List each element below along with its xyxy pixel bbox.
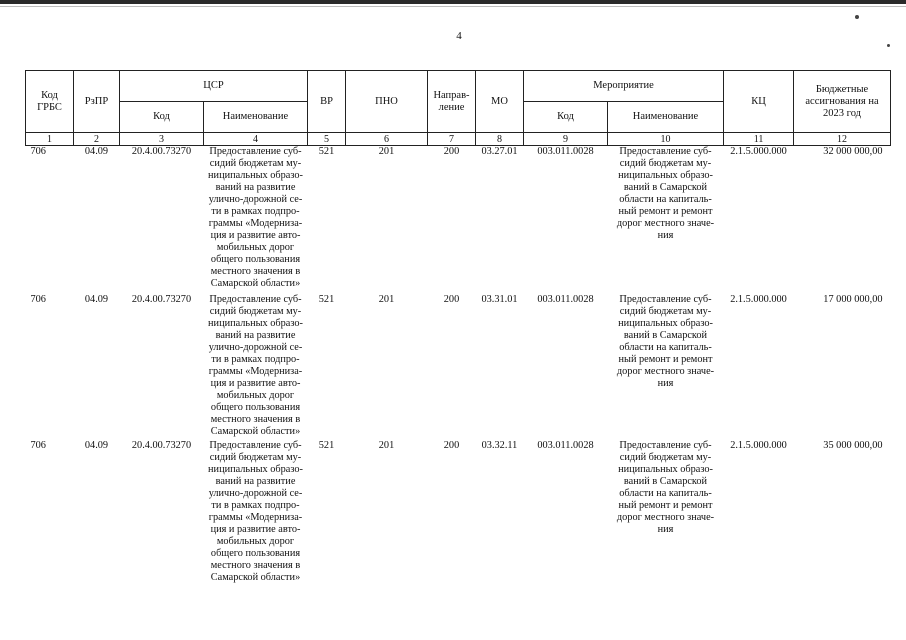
budget-table <box>25 70 891 586</box>
cell-event-name-wrap <box>608 294 724 440</box>
cell-budget: 35 000 000,00 <box>823 440 883 451</box>
cell-budget: 32 000 000,00 <box>823 146 883 157</box>
column-number: 8 <box>476 133 524 146</box>
cell-csr-name: Предоставление суб- сидий бюджетам му- ниципальных образо- ваний на развитие улично-дорожной се- ти в рамках подпро- граммы «Модерниза- ция и развитие авто- мобильных дорог общего пользования местного значения в Самарской области» <box>208 146 303 289</box>
cell-kc: 2.1.5.000.000 <box>730 146 787 157</box>
cell-kc: 2.1.5.000.000 <box>730 440 787 451</box>
header-mo: МО <box>476 71 524 133</box>
header-csr-code: Код <box>120 102 204 133</box>
cell-event-code: 003.011.0028 <box>537 146 594 157</box>
cell-rzpr: 04.09 <box>84 440 109 451</box>
column-number: 10 <box>608 133 724 146</box>
cell-vr: 521 <box>318 440 335 451</box>
header-code-grbs: Код ГРБС <box>26 71 74 133</box>
header-event-code: Код <box>524 102 608 133</box>
cell-csr-name-wrap <box>204 294 308 440</box>
cell-rzpr: 04.09 <box>84 146 109 157</box>
cell-event-name-wrap <box>608 146 724 295</box>
cell-csr-code: 20.4.00.73270 <box>131 146 192 157</box>
column-number: 7 <box>428 133 476 146</box>
cell-pno: 201 <box>378 294 395 305</box>
scan-top-border-shadow <box>0 6 906 7</box>
page-number: 4 <box>456 30 462 42</box>
cell-grbs: 706 <box>30 294 46 305</box>
header-pno: ПНО <box>346 71 428 133</box>
cell-rzpr: 04.09 <box>84 294 109 305</box>
cell-event-name: Предоставление суб- сидий бюджетам му- ниципальных образо- ваний в Самарской области на капиталь- ный ремонт и ремонт дорог местного значе- ния <box>616 440 715 535</box>
cell-kc: 2.1.5.000.000 <box>730 294 787 305</box>
cell-csr-name-wrap <box>204 146 308 295</box>
cell-mo: 03.32.11 <box>481 440 518 451</box>
header-direction: Направ-ление <box>428 71 476 133</box>
cell-pno: 201 <box>378 146 395 157</box>
cell-mo: 03.31.01 <box>481 294 518 305</box>
column-number: 5 <box>308 133 346 146</box>
column-number: 3 <box>120 133 204 146</box>
scan-top-border <box>0 0 906 4</box>
column-number-row <box>26 133 891 146</box>
table-row <box>26 440 891 586</box>
cell-csr-code: 20.4.00.73270 <box>131 294 192 305</box>
cell-event-code: 003.011.0028 <box>537 440 594 451</box>
cell-event-code: 003.011.0028 <box>537 294 594 305</box>
cell-direction: 200 <box>443 294 460 305</box>
header-rzpr: РзПР <box>74 71 120 133</box>
table-row <box>26 146 891 295</box>
cell-budget: 17 000 000,00 <box>823 294 883 305</box>
cell-mo: 03.27.01 <box>481 146 518 157</box>
cell-vr: 521 <box>318 294 335 305</box>
cell-grbs: 706 <box>30 440 46 451</box>
header-vr: ВР <box>308 71 346 133</box>
cell-event-name-wrap <box>608 440 724 586</box>
column-number: 4 <box>204 133 308 146</box>
cell-event-name: Предоставление суб- сидий бюджетам му- ниципальных образо- ваний в Самарской области на капиталь- ный ремонт и ремонт дорог местного значе- ния <box>616 146 715 241</box>
column-number: 6 <box>346 133 428 146</box>
table-header-row <box>26 71 891 102</box>
column-number: 2 <box>74 133 120 146</box>
header-csr-name: Наименование <box>204 102 308 133</box>
column-number: 12 <box>794 133 891 146</box>
column-number: 9 <box>524 133 608 146</box>
cell-csr-name: Предоставление суб- сидий бюджетам му- ниципальных образо- ваний на развитие улично-дорожной се- ти в рамках подпро- граммы «Модерниза- ция и развитие авто- мобильных дорог общего пользования местного значения в Самарской области» <box>208 294 303 437</box>
header-csr: ЦСР <box>120 71 308 102</box>
cell-grbs: 706 <box>30 146 46 157</box>
header-event-name: Наименование <box>608 102 724 133</box>
cell-csr-name-wrap <box>204 440 308 586</box>
header-kc: КЦ <box>724 71 794 133</box>
scan-speck <box>887 44 890 47</box>
cell-csr-code: 20.4.00.73270 <box>131 440 192 451</box>
header-budget: Бюджетные ассигнования на 2023 год <box>794 71 891 133</box>
column-number: 1 <box>26 133 74 146</box>
cell-vr: 521 <box>318 146 335 157</box>
header-event: Мероприятие <box>524 71 724 102</box>
cell-direction: 200 <box>443 146 460 157</box>
cell-event-name: Предоставление суб- сидий бюджетам му- ниципальных образо- ваний в Самарской области на капиталь- ный ремонт и ремонт дорог местного значе- ния <box>616 294 715 389</box>
cell-direction: 200 <box>443 440 460 451</box>
table-row <box>26 294 891 440</box>
cell-csr-name: Предоставление суб- сидий бюджетам му- ниципальных образо- ваний на развитие улично-дорожной се- ти в рамках подпро- граммы «Модерниза- ция и развитие авто- мобильных дорог общего пользования местного значения в Самарской области» <box>208 440 303 583</box>
cell-pno: 201 <box>378 440 395 451</box>
column-number: 11 <box>724 133 794 146</box>
scan-speck <box>855 15 859 19</box>
